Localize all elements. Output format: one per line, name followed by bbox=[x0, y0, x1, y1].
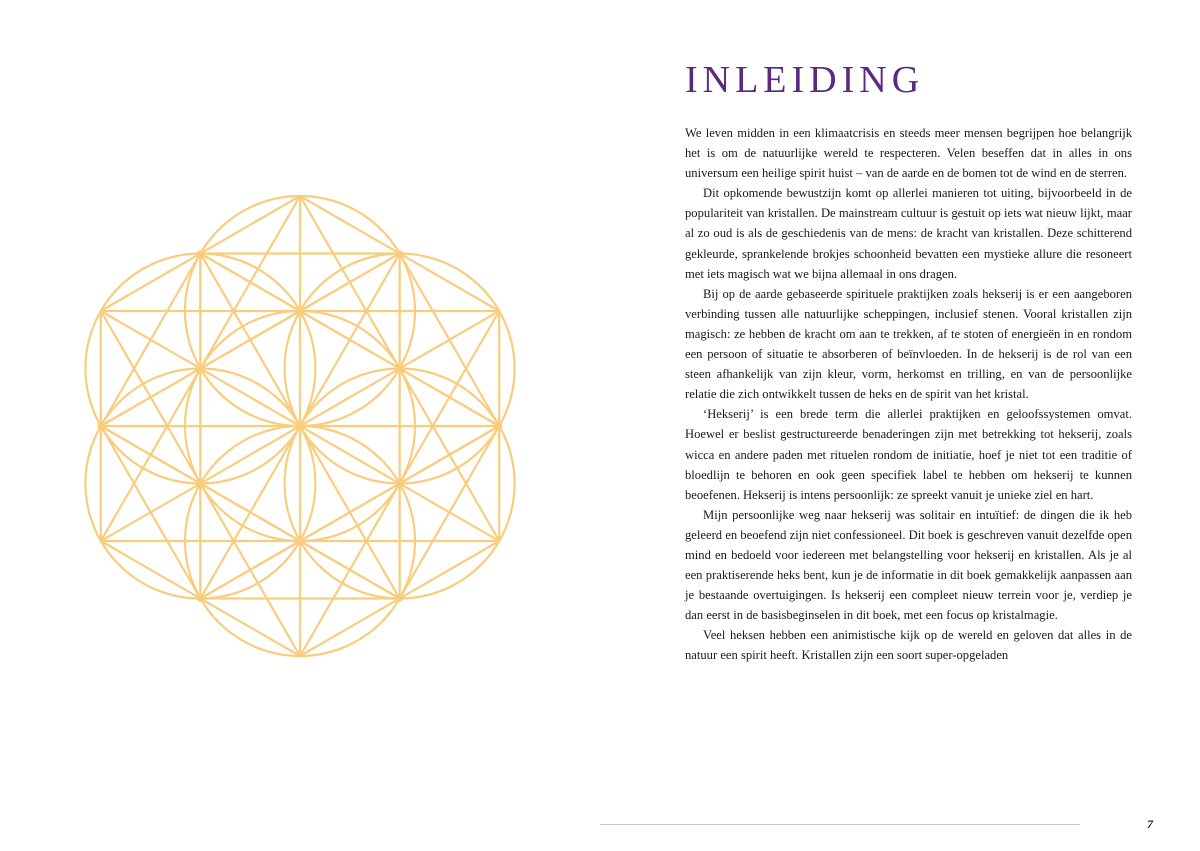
body-text bbox=[685, 123, 1132, 666]
node-dot bbox=[396, 480, 402, 486]
node-dot bbox=[197, 480, 203, 486]
spoke-line bbox=[300, 254, 400, 312]
node-dot bbox=[396, 365, 402, 371]
node-dot bbox=[396, 250, 402, 256]
node-dot bbox=[396, 595, 402, 601]
node-dot bbox=[297, 308, 303, 314]
node-dot bbox=[297, 423, 303, 429]
paragraph: Bij op de aarde gebaseerde spirituele praktijken zoals hekserij is er een aangeboren verbinding tussen alle natuurlijke scheppingen, inclusief stenen. Vooral kristallen zijn magisch: ze hebben de kracht om aan te trekken, af te stoten of energieën in en rondom een persoon of situatie te absorberen of beïnvloeden. In de hekserij is de rol van een steen afhankelijk van zijn kleur, vorm, herkomst en trilling, en van de persoonlijke relatie die zich ontwikkelt tussen de heks en de spirit van het kristal. bbox=[685, 286, 1132, 402]
spoke-line bbox=[300, 541, 400, 599]
chapter-title: INLEIDING bbox=[685, 59, 925, 101]
paragraph: ‘Hekserij’ is een brede term die allerlei praktijken en geloofssystemen omvat. Hoewel er beslist gestructureerde benaderingen zijn met betrekking tot hekserij, zoals wicca en andere paden met rituelen rondom de initiatie, hoef je niet tot een traditie of bloedlijn te behoren en ook geen specifiek label te hebben om hekserij te kunnen beoefenen. Hekserij is intens persoonlijk: ze spreekt vanuit je unieke ziel en hart. bbox=[685, 407, 1132, 502]
node-dot bbox=[297, 538, 303, 544]
node-dot bbox=[197, 365, 203, 371]
paragraph: Mijn persoonlijke weg naar hekserij was solitair en intuïtief: de dingen die ik heb geleerd en beoefend zijn niet confessioneel. Dit boek is geschreven vanuit dezelfde open mind en bedoeld voor iedereen met belangstelling voor hekserij en kristallen. Als je al een praktiserende heks bent, kun je de informatie in dit boek gemakkelijk aanpassen aan je bestaande overtuigingen. Is hekserij een compleet nieuw terrein voor je, verdiep je dan eerst in de basisbeginselen in dit boek, met een focus op kristalmagie. bbox=[685, 507, 1132, 623]
page-number: 7 bbox=[1147, 817, 1153, 831]
node-dot bbox=[98, 423, 104, 429]
right-page bbox=[600, 0, 1200, 851]
paragraph: We leven midden in een klimaatcrisis en steeds meer mensen begrijpen hoe belangrijk het is om de natuurlijke wereld te respecteren. Velen beseffen dat in alles in ons universum een heilige spirit huist – van de aarde en de bomen tot de wind en de sterren. bbox=[685, 126, 1132, 181]
paragraph: Dit opkomende bewustzijn komt op allerlei manieren tot uiting, bijvoorbeeld in de populariteit van kristallen. De mainstream cultuur is gestuit op iets wat nieuw lijkt, maar al zo oud is als de geschiedenis van de mens: de kracht van kristallen. Deze schitterend gekleurde, sprankelende brokjes schoonheid bevatten een mystieke allure die resoneert met iets magisch wat we bijna allemaal in ons dragen. bbox=[685, 186, 1132, 281]
node-dot bbox=[496, 423, 502, 429]
spoke-line bbox=[200, 254, 300, 312]
footer-rule bbox=[600, 824, 1080, 825]
spoke-line bbox=[200, 541, 300, 599]
node-dot bbox=[197, 595, 203, 601]
node-dot bbox=[197, 250, 203, 256]
paragraph: Veel heksen hebben een animistische kijk op de wereld en geloven dat alles in de natuur een spirit heeft. Kristallen zijn een soort super-opgeladen bbox=[685, 628, 1132, 663]
